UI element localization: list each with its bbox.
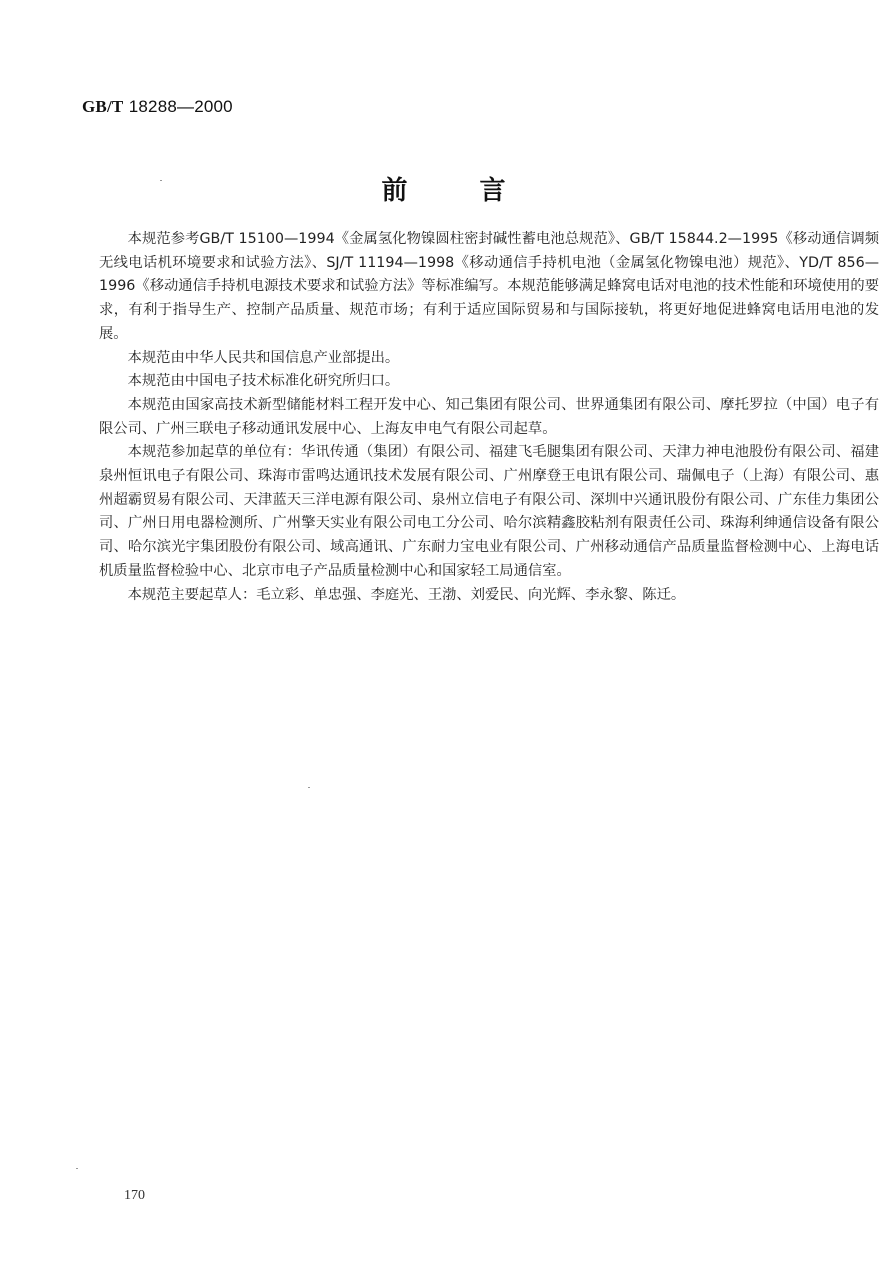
scan-speck: [76, 1168, 78, 1169]
standard-code: [82, 97, 233, 117]
foreword-body: [99, 228, 879, 607]
page-number: 170: [124, 1188, 145, 1203]
paragraph-main-drafters: 本规范主要起草人：毛立彩、单忠强、李庭光、王渤、刘爱民、向光辉、李永黎、陈迁。: [127, 586, 686, 603]
paragraph-administrator: 本规范由中国电子技术标准化研究所归口。: [127, 373, 400, 390]
paragraph-references: 本规范参考GB/T 15100—1994《金属氢化物镍圆柱密封碱性蓄电池总规范》、GB/T 15844.2—1995《移动通信调频无线电话机环境要求和试验方法》、SJ/T 11194—1998《移动通信手持机电池（金属氢化物镍电池）规范》、YD/T 856—1996《移动通信手持机电源技术要求和试验方法》等标准编写。本规范能够满足蜂窝电话对电池的技术性能和环境使用的要求，有利于指导生产、控制产品质量、规范市场；有利于适应国际贸易和与国际接轨，将更好地促进蜂窝电话用电池的发展。: [99, 231, 879, 342]
standard-number: 18288—2000: [128, 97, 233, 116]
scan-speck: [160, 180, 162, 181]
page-title: 前言: [381, 176, 578, 206]
paragraph-participating-units: 本规范参加起草的单位有：华讯传通（集团）有限公司、福建飞毛腿集团有限公司、天津力神电池股份有限公司、福建泉州恒讯电子有限公司、珠海市雷鸣达通讯技术发展有限公司、广州摩登王电讯有限公司、瑞佩电子（上海）有限公司、惠州超霸贸易有限公司、天津蓝天三洋电源有限公司、泉州立信电子有限公司、深圳中兴通讯股份有限公司、广东佳力集团公司、广州日用电器检测所、广州擎天实业有限公司电工分公司、哈尔滨精鑫胶粘剂有限责任公司、珠海利绅通信设备有限公司、哈尔滨光宇集团股份有限公司、域高通讯、广东耐力宝电业有限公司、广州移动通信产品质量监督检测中心、上海电话机质量监督检验中心、北京市电子产品质量检测中心和国家轻工局通信室。: [99, 444, 879, 579]
paragraph-proposer: 本规范由中华人民共和国信息产业部提出。: [127, 349, 400, 366]
standard-prefix: GB/T: [82, 97, 124, 116]
scan-speck: [308, 787, 310, 788]
paragraph-drafters: 本规范由国家高技术新型储能材料工程开发中心、知己集团有限公司、世界通集团有限公司、摩托罗拉（中国）电子有限公司、广州三联电子移动通讯发展中心、上海友申电气有限公司起草。: [99, 396, 879, 437]
